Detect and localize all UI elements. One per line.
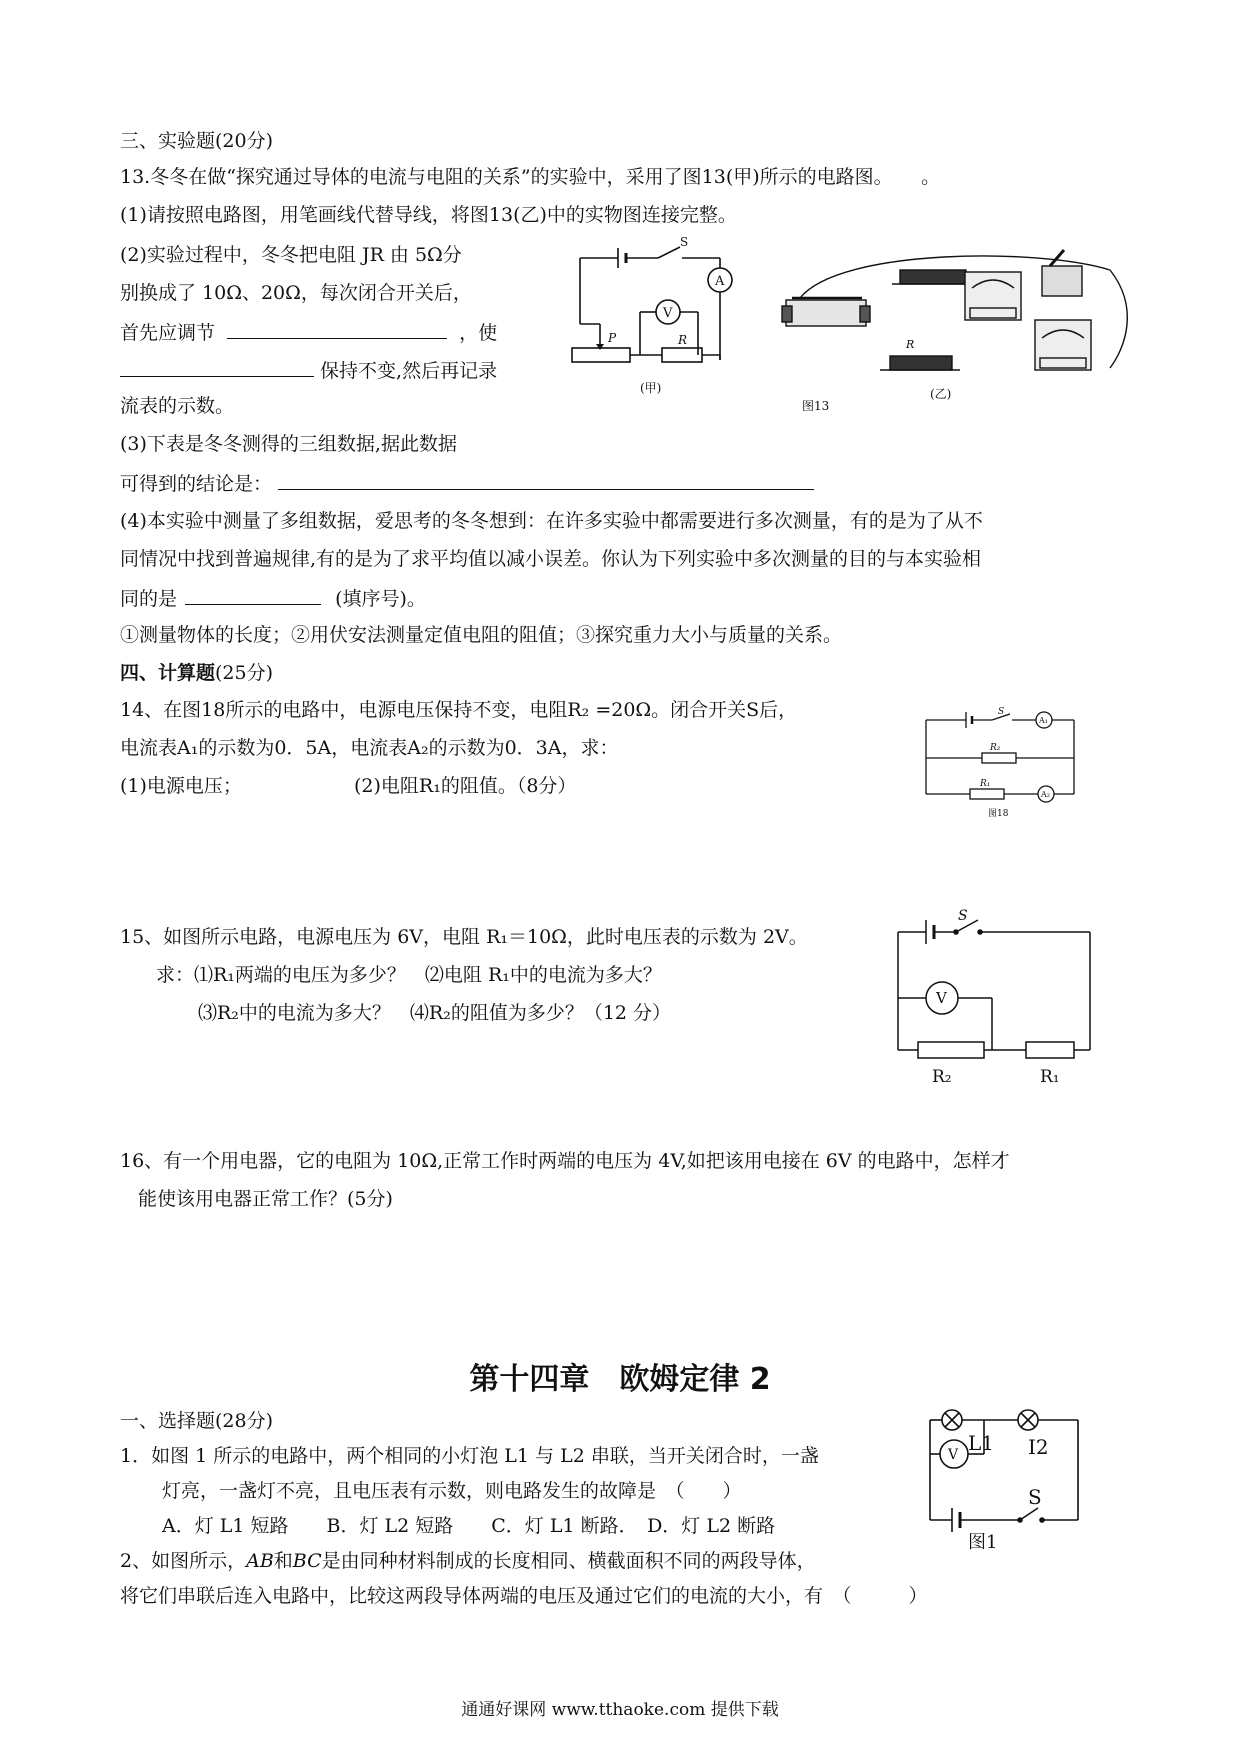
q2-segment-ab: AB	[246, 1550, 274, 1572]
q15-fig-label-r2: R₂	[932, 1067, 952, 1087]
q14-part1: (1)电源电压；	[120, 775, 242, 797]
q13-line2: (1)请按照电路图，用笔画线代替导线，将图13(乙)中的实物图连接完整。	[120, 204, 737, 226]
fig18-label-r2: R₂	[990, 743, 1001, 753]
q13-part2-line4-text: 保持不变,然后再记录	[320, 360, 498, 382]
q13-part2-line3	[120, 318, 497, 346]
chapter-section1-heading: 一、选择题(28分)	[120, 1410, 274, 1432]
q13-part4-line2: 同情况中找到普遍规律,有的是为了求平均值以减小误差。你认为下列实验中多次测量的目的与本实验相	[120, 548, 982, 570]
q15-line1: 15、如图所示电路，电源电压为 6V，电阻 R₁＝10Ω，此时电压表的示数为 2V。	[120, 926, 808, 948]
q2-line1-b: 和	[273, 1550, 293, 1572]
fig13-yi-caption: (乙)	[930, 387, 952, 401]
q14-part2: (2)电阻R₁的阻值。（8分）	[354, 775, 577, 797]
fig13-jia-label-v: V	[663, 306, 673, 321]
section4-heading-score: (25分)	[215, 662, 274, 684]
q13-part4-line3	[120, 584, 426, 612]
figure18-circuit	[918, 706, 1088, 819]
q15-fig-label-s: S	[958, 908, 968, 924]
q13-line1: 13.冬冬在做“探究通过导体的电流与电阻的关系”的实验中，采用了图13(甲)所示的电路图。 。	[120, 166, 941, 188]
fig13-jia-label-a: A	[715, 274, 725, 289]
fig13-jia-label-s: S	[680, 235, 689, 249]
answer-blank-sequence[interactable]	[185, 584, 321, 605]
chapter-title: 第十四章 欧姆定律 2	[469, 1362, 771, 1397]
q13-part2-line4	[120, 356, 497, 384]
fig18-label-r1: R₁	[980, 779, 991, 789]
q13-options: ①测量物体的长度；②用伏安法测量定值电阻的阻值；③探究重力大小与质量的关系。	[120, 624, 843, 646]
fig18-label-a1: A₁	[1039, 716, 1048, 725]
fig1-label-l2: I2	[1028, 1435, 1049, 1459]
fig1-caption: 图1	[968, 1532, 998, 1553]
q15-line3: ⑶R₂中的电流为多大？ ⑷R₂的阻值为多少？（12 分）	[198, 1002, 672, 1024]
q15-fig-label-v: V	[936, 989, 947, 1007]
fig18-label-a2: A₂	[1041, 790, 1050, 799]
page-footer: 通通好课网 www.tthaoke.com 提供下载	[461, 1700, 779, 1720]
q13-part4-line1: (4)本实验中测量了多组数据，爱思考的冬冬想到：在许多实验中都需要进行多次测量，有的是为了从不	[120, 510, 983, 532]
q14-line2: 电流表A₁的示数为0．5A，电流表A₂的示数为0．3A，求：	[120, 737, 619, 759]
figure13-yi-apparatus	[780, 248, 1130, 418]
q13-part2-line1: (2)实验过程中，冬冬把电阻 JR 由 5Ω分	[120, 244, 462, 266]
q13-part3-line1: (3)下表是冬冬测得的三组数据,据此数据	[120, 433, 457, 455]
q15-line2: 求：⑴R₁两端的电压为多少？ ⑵电阻 R₁中的电流为多大？	[156, 964, 662, 986]
answer-blank-adjust[interactable]	[227, 318, 447, 339]
figure13-jia-circuit	[570, 235, 770, 399]
q2-segment-bc: BC	[292, 1550, 322, 1572]
q2-line1-c: 是由同种材料制成的长度相同、横截面积不同的两段导体，	[321, 1550, 816, 1572]
q13-part3-line2	[120, 469, 814, 497]
q16-line2: 能使该用电器正常工作？(5分)	[138, 1188, 393, 1210]
q1-line2: 灯亮，一盏灯不亮，且电压表有示数，则电路发生的故障是 （ ）	[162, 1480, 742, 1502]
fig1-label-v: V	[948, 1447, 959, 1463]
q2-line1-a: 2、如图所示，	[120, 1550, 247, 1572]
q13-part2-line3-a: 首先应调节	[120, 322, 216, 344]
section4-heading	[120, 660, 273, 686]
q15-fig-label-r1: R₁	[1040, 1067, 1060, 1087]
figure1-circuit	[920, 1400, 1090, 1560]
fig13-jia-label-p: P	[608, 331, 617, 345]
fig18-caption: 图18	[988, 809, 1009, 819]
q1-line1: 1．如图 1 所示的电路中，两个相同的小灯泡 L1 与 L2 串联，当开关闭合时，一盏	[120, 1445, 819, 1467]
fig13-jia-label-r: R	[678, 333, 688, 347]
fig13-jia-caption: (甲)	[640, 381, 662, 395]
q13-part2-line3-b: ，使	[459, 322, 498, 344]
q13-part4-line3-b: (填序号)。	[335, 588, 426, 610]
fig18-label-s: S	[998, 707, 1005, 717]
q13-part3-line2-text: 可得到的结论是：	[120, 473, 273, 495]
fig13-yi-figure-label: 图13	[802, 399, 830, 413]
q13-part2-line2: 别换成了 10Ω、20Ω，每次闭合开关后，	[120, 282, 472, 304]
q2-line2: 将它们串联后连入电路中，比较这两段导体两端的电压及通过它们的电流的大小，有 （ ）	[120, 1585, 928, 1607]
q15-circuit	[890, 906, 1100, 1096]
section4-heading-title: 四、计算题	[120, 662, 216, 684]
answer-blank-keep[interactable]	[120, 356, 314, 377]
q13-part4-line3-a: 同的是	[120, 588, 178, 610]
q2-line1	[120, 1548, 816, 1574]
fig1-label-s: S	[1028, 1485, 1042, 1509]
fig1-label-l1: L1	[968, 1431, 995, 1455]
q1-options: A．灯 L1 短路 B．灯 L2 短路 C．灯 L1 断路． D．灯 L2 断路	[162, 1515, 776, 1537]
q13-part2-line5: 流表的示数。	[120, 395, 235, 417]
answer-blank-conclusion[interactable]	[278, 469, 814, 490]
section3-heading: 三、实验题(20分)	[120, 130, 274, 152]
q14-line1: 14、在图18所示的电路中，电源电压保持不变，电阻R₂ =20Ω。闭合开关S后，	[120, 699, 798, 721]
q16-line1: 16、有一个用电器，它的电阻为 10Ω,正常工作时两端的电压为 4V,如把该用电接在 6V 的电路中，怎样才	[120, 1150, 1010, 1172]
fig13-yi-label-r: R	[906, 338, 915, 351]
